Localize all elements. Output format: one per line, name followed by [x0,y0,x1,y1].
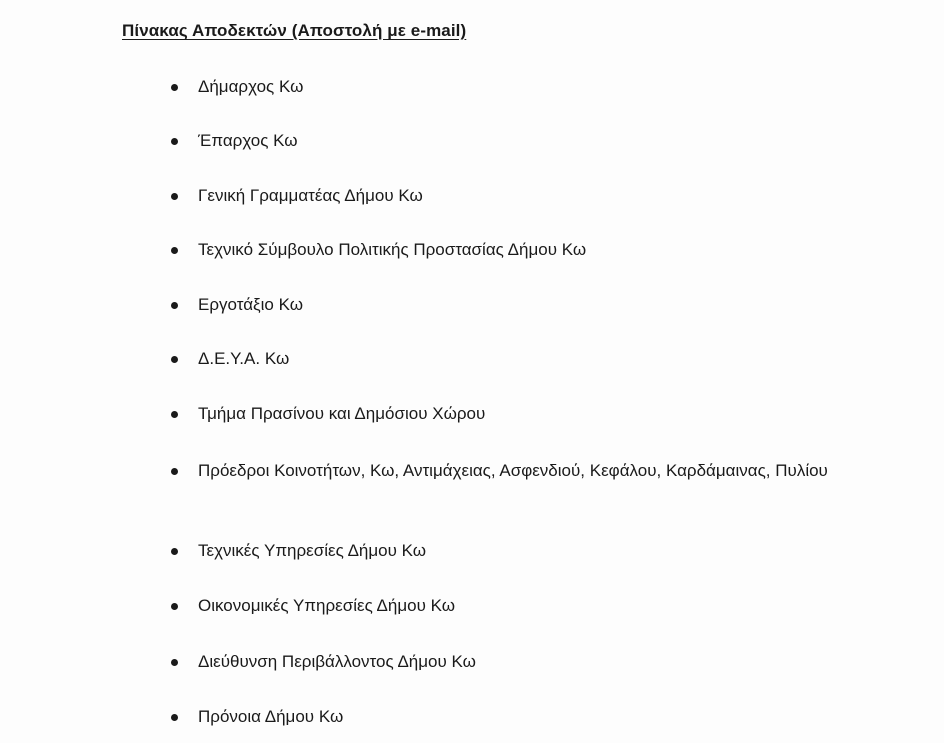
list-item-label: Δήμαρχος Κω [198,77,304,96]
bullet-icon [171,247,178,254]
bullet-icon [171,548,178,555]
list-item [171,129,911,153]
list-item [171,293,911,317]
list-item [171,402,911,426]
list-item [171,75,911,99]
bullet-icon [171,356,178,363]
list-item-label: Γενική Γραμματέας Δήμου Κω [198,186,423,205]
list-item [171,459,911,483]
list-item-label: Δ.Ε.Υ.Α. Κω [198,349,290,368]
bullet-icon [171,302,178,309]
bullet-icon [171,193,178,200]
list-item [171,705,911,729]
list-item [171,184,911,208]
list-item-label: Τεχνικές Υπηρεσίες Δήμου Κω [198,541,427,560]
bullet-icon [171,714,178,721]
list-item-label: Οικονομικές Υπηρεσίες Δήμου Κω [198,596,456,615]
bullet-icon [171,468,178,475]
list-item-label: Πρόεδροι Κοινοτήτων, Κω, Αντιμάχειας, Ασφενδιού, Κεφάλου, Καρδάμαινας, Πυλίου [198,461,828,480]
list-item-label: Διεύθυνση Περιβάλλοντος Δήμου Κω [198,652,476,671]
bullet-icon [171,659,178,666]
list-item-label: Τεχνικό Σύμβουλο Πολιτικής Προστασίας Δήμου Κω [198,240,587,259]
page-title: Πίνακας Αποδεκτών (Αποστολή με e-mail) [122,21,467,40]
list-item [171,238,911,262]
list-item [171,594,911,618]
list-item [171,650,911,674]
list-item-label: Εργοτάξιο Κω [198,295,303,314]
bullet-icon [171,138,178,145]
list-item-label: Τμήμα Πρασίνου και Δημόσιου Χώρου [198,404,486,423]
list-item [171,539,911,563]
bullet-icon [171,84,178,91]
bullet-icon [171,411,178,418]
list-item [171,347,911,371]
bullet-icon [171,603,178,610]
list-item-label: Πρόνοια Δήμου Κω [198,707,344,726]
list-item-label: Έπαρχος Κω [198,131,298,150]
